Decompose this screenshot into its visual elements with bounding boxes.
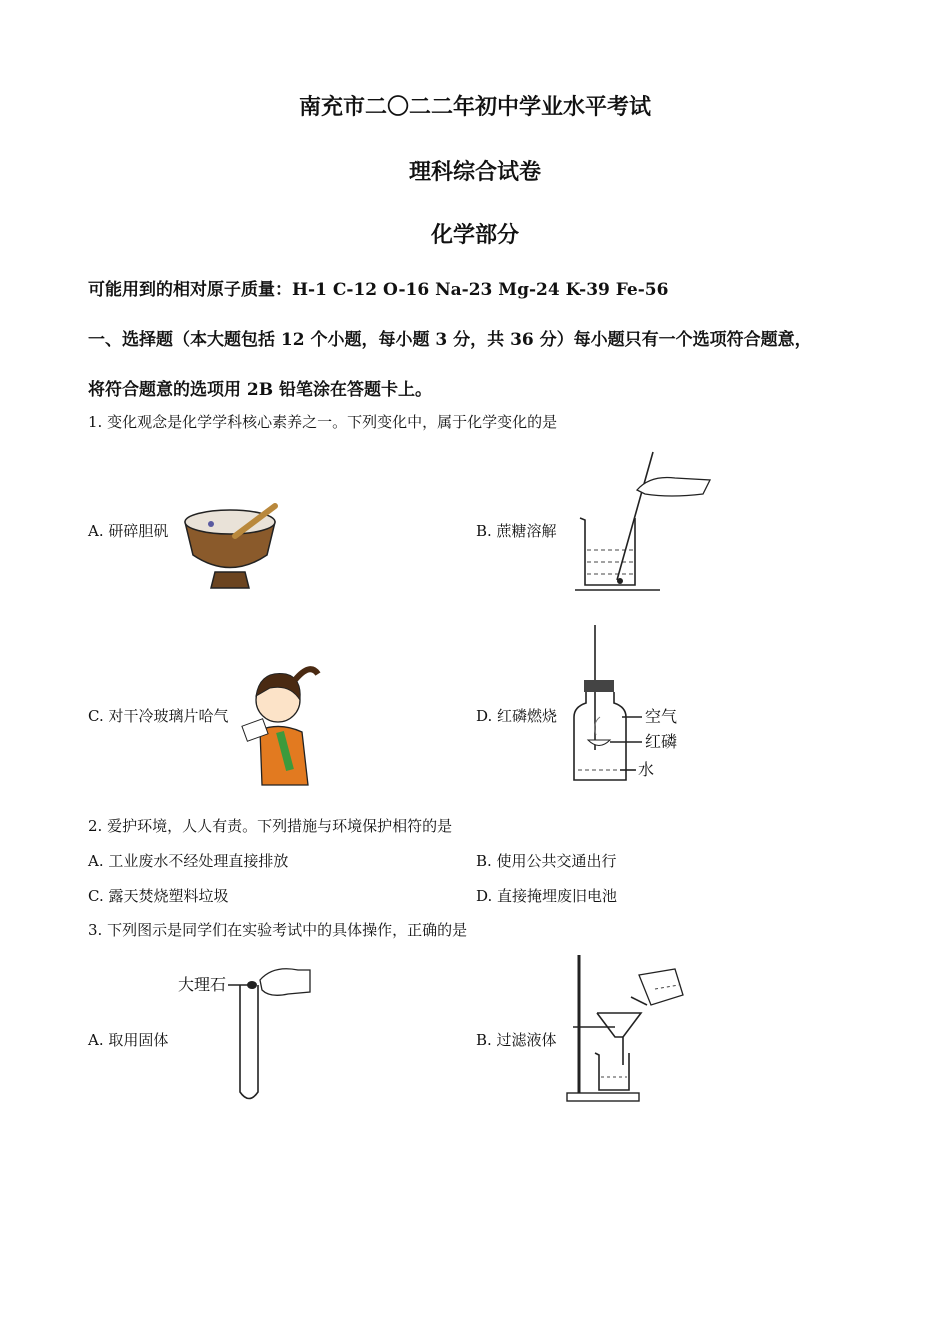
q2-option-a[interactable]: A. 工业废水不经处理直接排放 <box>88 852 289 870</box>
part1-heading-line1: 一、选择题（本大题包括 12 个小题，每小题 3 分，共 36 分）每小题只有一个选项符合题意， <box>88 330 812 350</box>
beaker-stirring-figure <box>575 450 715 595</box>
q1-option-d[interactable]: D. 红磷燃烧 <box>476 707 558 725</box>
girl-breathing-on-glass-figure <box>240 660 320 785</box>
page-subtitle: 理科综合试卷 <box>408 159 541 185</box>
q2-option-c[interactable]: C. 露天焚烧塑料垃圾 <box>88 887 229 905</box>
section-title: 化学部分 <box>430 222 519 248</box>
part1-heading-line2: 将符合题意的选项用 2B 铅笔涂在答题卡上。 <box>88 380 433 400</box>
q1-option-a[interactable]: A. 研碎胆矾 <box>88 522 169 540</box>
test-tube-marble-figure <box>178 960 313 1105</box>
q1-option-c[interactable]: C. 对干冷玻璃片哈气 <box>88 707 229 725</box>
q2-option-b[interactable]: B. 使用公共交通出行 <box>476 852 617 870</box>
q3-option-b[interactable]: B. 过滤液体 <box>476 1031 557 1049</box>
filtration-setup-figure <box>565 955 690 1105</box>
red-phosphorus-bottle-figure <box>570 625 690 785</box>
label-water: 水 <box>638 760 655 779</box>
label-marble: 大理石 <box>178 975 227 994</box>
q2-option-d[interactable]: D. 直接掩埋废旧电池 <box>476 887 618 905</box>
q3-option-a[interactable]: A. 取用固体 <box>88 1031 169 1049</box>
label-red-phosphorus: 红磷 <box>645 732 678 751</box>
question-3-stem: 3. 下列图示是同学们在实验考试中的具体操作，正确的是 <box>88 921 468 939</box>
question-2-stem: 2. 爱护环境，人人有责。下列措施与环境保护相符的是 <box>88 817 453 835</box>
atomic-masses: 可能用到的相对原子质量：H-1 C-12 O-16 Na-23 Mg-24 K-39 Fe-56 <box>88 280 669 300</box>
page-title: 南充市二〇二二年初中学业水平考试 <box>298 94 651 120</box>
label-air: 空气 <box>645 707 678 726</box>
mortar-pestle-figure <box>175 500 285 595</box>
question-1-stem: 1. 变化观念是化学学科核心素养之一。下列变化中，属于化学变化的是 <box>88 413 558 431</box>
q1-option-b[interactable]: B. 蔗糖溶解 <box>476 522 557 540</box>
